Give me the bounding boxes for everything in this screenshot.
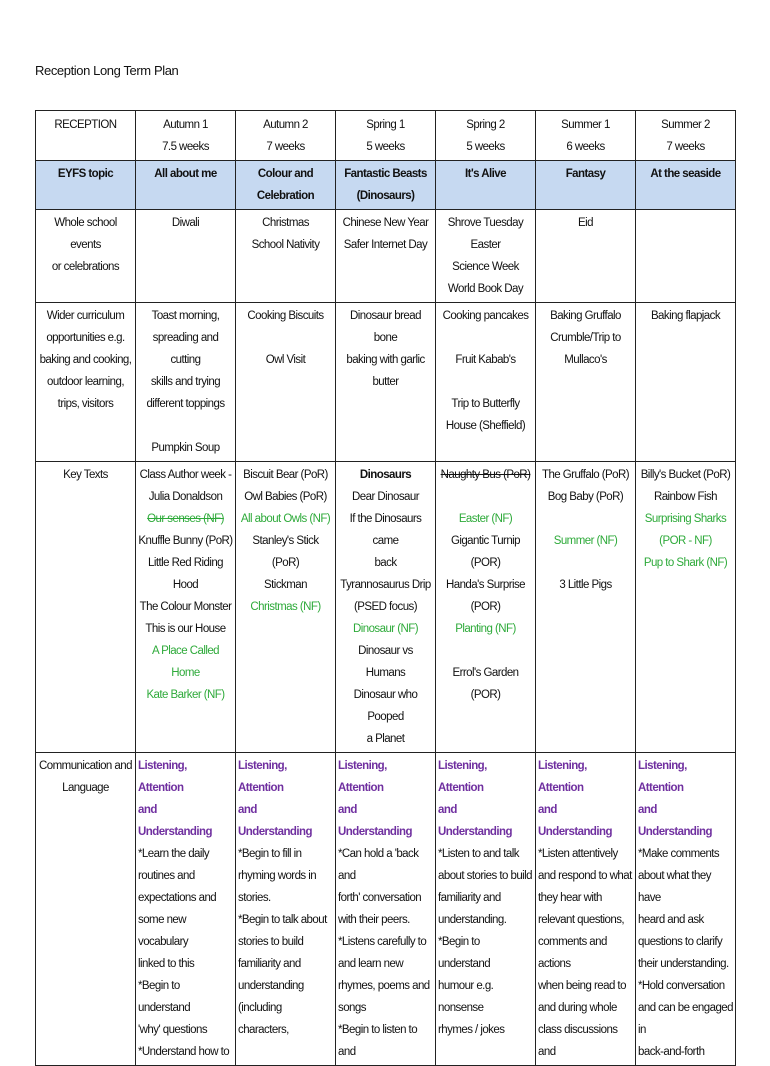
- communication-cell: [436, 753, 536, 1066]
- term-header: Summer 1 6 weeks: [536, 111, 636, 161]
- key-text-line: Julia Donaldson: [148, 491, 223, 503]
- cell-line: Christmas: [262, 217, 309, 229]
- cell-line: Mullaco's: [564, 354, 607, 366]
- curriculum-cell: [636, 303, 736, 462]
- key-text-line: The Colour Monster: [139, 601, 232, 613]
- term-header: Spring 1 5 weeks: [336, 111, 436, 161]
- key-text-line: 3 Little Pigs: [559, 579, 612, 591]
- wider-curriculum-row: [36, 303, 736, 462]
- strand-heading: and Understanding: [238, 804, 312, 838]
- cell-line: expectations and: [138, 892, 217, 904]
- topic-cell: [536, 161, 636, 210]
- key-text-line: Kate Barker (NF): [146, 689, 225, 701]
- key-text-line: (PSED focus): [353, 601, 418, 613]
- cell-line: routines and: [138, 870, 195, 882]
- topic-cell: [136, 161, 236, 210]
- cell-line: skills and trying: [150, 376, 221, 388]
- key-text-line: Rainbow Fish: [653, 491, 718, 503]
- key-text-line: Billy's Bucket (PoR): [640, 469, 731, 481]
- cell-line: Dinosaur bread bone: [350, 310, 421, 344]
- key-text-line: back: [374, 557, 397, 569]
- key-text-line: If the Dinosaurs came: [349, 513, 422, 547]
- cell-line: with their peers.: [338, 914, 410, 926]
- cell-line: [238, 327, 333, 349]
- curriculum-cell: [336, 303, 436, 462]
- cell-line: *Begin to talk about: [238, 914, 327, 926]
- cell-line: different toppings: [146, 398, 225, 410]
- key-text-line: Dinosaur who Pooped: [353, 689, 418, 723]
- key-text-line: Biscuit Bear (PoR): [243, 469, 328, 481]
- cell-line: butter: [372, 376, 399, 388]
- key-text-line: Stickman: [264, 579, 307, 591]
- cell-line: some new vocabulary: [138, 914, 189, 948]
- cell-line: Trip to Butterfly: [451, 398, 520, 410]
- cell-line: All about me: [154, 168, 217, 180]
- key-text-line: Tyrannosaurus Drip: [340, 579, 431, 591]
- key-text-line: Little Red Riding Hood: [147, 557, 224, 591]
- cell-line: understanding: [238, 980, 304, 992]
- key-text-line: a Planet: [366, 733, 405, 745]
- strand-heading: and Understanding: [138, 804, 212, 838]
- term-header: Autumn 2 7 weeks: [236, 111, 336, 161]
- cell-line: (Dinosaurs): [356, 190, 415, 202]
- eyfs-topic-row: [36, 161, 736, 210]
- cell-line: understanding.: [438, 914, 507, 926]
- strand-heading: and Understanding: [538, 804, 612, 838]
- cell-line: familiarity and: [438, 892, 501, 904]
- key-text-line: This is our House: [145, 623, 226, 635]
- curriculum-cell: [436, 303, 536, 462]
- strand-heading: Listening, Attention: [438, 760, 487, 794]
- cell-line: *Can hold a 'back and: [338, 848, 419, 882]
- cell-line: Eid: [578, 217, 593, 229]
- key-text-line: Gigantic Turnip (POR): [450, 535, 521, 569]
- key-text-line: [538, 508, 633, 530]
- cell-line: Safer Internet Day: [343, 239, 428, 251]
- cell-line: House (Sheffield): [445, 420, 526, 432]
- topic-cell: [636, 161, 736, 210]
- cell-line: At the seaside: [650, 168, 721, 180]
- key-texts-cell: [136, 462, 236, 753]
- event-cell: [436, 210, 536, 303]
- cell-line: Fruit Kabab's: [455, 354, 516, 366]
- cell-line: and during whole: [538, 1002, 617, 1014]
- cell-line: or celebrations: [51, 261, 120, 273]
- curriculum-cell: [236, 303, 336, 462]
- cell-line: linked to this: [138, 958, 195, 970]
- key-text-line: Class Author week -: [139, 469, 232, 481]
- key-text-line: Surprising Sharks: [644, 513, 727, 525]
- strand-heading: and Understanding: [638, 804, 712, 838]
- cell-line: comments and actions: [538, 936, 607, 970]
- topic-cell: [436, 161, 536, 210]
- key-text-line: Dinosaur (NF): [352, 623, 419, 635]
- key-text-line: Dear Dinosaur: [352, 491, 419, 503]
- cell-line: *Listens carefully to: [338, 936, 427, 948]
- key-texts-cell: [336, 462, 436, 753]
- cell-line: questions to clarify: [638, 936, 723, 948]
- cell-line: Baking Gruffalo: [550, 310, 621, 322]
- strand-heading: Listening, Attention: [638, 760, 687, 794]
- key-text-line: Handa's Surprise: [445, 579, 526, 591]
- key-text-line: Errol's Garden (POR): [452, 667, 519, 701]
- cell-line: stories.: [238, 892, 271, 904]
- cell-line: [438, 327, 533, 349]
- communication-cell: [636, 753, 736, 1066]
- key-text-line: [438, 486, 533, 508]
- cell-line: familiarity and: [238, 958, 301, 970]
- key-text-line: Bog Baby (PoR): [547, 491, 624, 503]
- key-text-line: (POR): [470, 601, 501, 613]
- cell-line: outdoor learning,: [47, 376, 124, 388]
- curriculum-cell: [536, 303, 636, 462]
- key-text-line: [438, 640, 533, 662]
- strand-heading: Listening, Attention: [238, 760, 287, 794]
- cell-line: forth' conversation: [338, 892, 422, 904]
- cell-line: Chinese New Year: [342, 217, 429, 229]
- cell-line: stories to build: [238, 936, 304, 948]
- cell-line: class discussions and: [538, 1024, 618, 1058]
- cell-line: Science Week: [452, 261, 519, 273]
- cell-line: when being read to: [538, 980, 626, 992]
- cell-line: Celebration: [256, 190, 315, 202]
- communication-cell: [336, 753, 436, 1066]
- cell-line: *Begin to understand: [438, 936, 491, 970]
- cell-line: Cooking Biscuits: [247, 310, 324, 322]
- communication-cell: [236, 753, 336, 1066]
- cell-line: *Begin to understand: [138, 980, 191, 1014]
- cell-line: spreading and cutting: [152, 332, 219, 366]
- cell-line: rhymes, poems and: [338, 980, 430, 992]
- cell-line: Cooking pancakes: [442, 310, 529, 322]
- cell-line: *Make comments: [638, 848, 720, 860]
- term-header-row: [36, 111, 736, 161]
- cell-line: and can be engaged in: [638, 1002, 733, 1036]
- key-text-line: Our senses (NF): [147, 513, 224, 525]
- key-text-line: Stanley's Stick (PoR): [252, 535, 319, 569]
- strand-heading: Listening, Attention: [538, 760, 587, 794]
- communication-cell: [136, 753, 236, 1066]
- key-text-line: A Place Called Home: [151, 645, 220, 679]
- cell-line: *Listen attentively: [538, 848, 618, 860]
- cell-line: baking and cooking,: [39, 354, 132, 366]
- cell-line: *Listen to and talk: [438, 848, 519, 860]
- key-text-line: Easter (NF): [458, 513, 513, 525]
- cell-line: *Learn the daily: [138, 848, 210, 860]
- key-text-line: Naughty Bus (PoR): [440, 469, 531, 481]
- key-text-line: Summer (NF): [553, 535, 618, 547]
- cell-line: songs: [338, 1002, 366, 1014]
- cell-line: Shrove Tuesday: [447, 217, 524, 229]
- topic-cell: [336, 161, 436, 210]
- cell-line: baking with garlic: [346, 354, 425, 366]
- key-text-line: [538, 552, 633, 574]
- cell-line: (including characters,: [238, 1002, 289, 1036]
- cell-line: back-and-forth: [638, 1046, 705, 1058]
- cell-line: and respond to what: [538, 870, 632, 882]
- key-texts-cell: [536, 462, 636, 753]
- curriculum-cell: [136, 303, 236, 462]
- event-cell: [136, 210, 236, 303]
- event-cell: [636, 210, 736, 303]
- cell-line: School Nativity: [251, 239, 320, 251]
- key-text-line: Christmas (NF): [250, 601, 321, 613]
- cell-line: Toast morning,: [151, 310, 220, 322]
- strand-heading: Listening, Attention: [338, 760, 387, 794]
- cell-line: Pumpkin Soup: [151, 442, 220, 454]
- row-label: [36, 303, 136, 462]
- reception-header: RECEPTION: [36, 111, 136, 161]
- key-text-line: Planting (NF): [455, 623, 516, 635]
- cell-line: Language: [62, 782, 109, 794]
- cell-line: Easter: [470, 239, 501, 251]
- cell-line: Colour and: [257, 168, 314, 180]
- cell-line: Diwali: [171, 217, 200, 229]
- school-events-row: [36, 210, 736, 303]
- event-cell: [236, 210, 336, 303]
- cell-line: they hear with: [538, 892, 602, 904]
- key-texts-row: [36, 462, 736, 753]
- cell-line: rhymes / jokes: [438, 1024, 505, 1036]
- key-text-line: Dinosaurs: [359, 469, 412, 481]
- row-label: [36, 210, 136, 303]
- row-label: [36, 753, 136, 1066]
- cell-line: rhyming words in: [238, 870, 317, 882]
- term-header: Autumn 1 7.5 weeks: [136, 111, 236, 161]
- cell-line: *Begin to listen to and: [338, 1024, 418, 1058]
- cell-line: Whole school events: [54, 217, 117, 251]
- cell-line: 'why' questions: [138, 1024, 208, 1036]
- strand-heading: and Understanding: [438, 804, 512, 838]
- strand-heading: Listening, Attention: [138, 760, 187, 794]
- cell-line: Fantastic Beasts: [344, 168, 427, 180]
- cell-line: Fantasy: [565, 168, 606, 180]
- key-text-line: (POR - NF): [659, 535, 712, 547]
- key-text-line: The Gruffalo (PoR): [541, 469, 630, 481]
- communication-row: [36, 753, 736, 1066]
- document-title: Reception Long Term Plan: [35, 63, 179, 78]
- key-texts-cell: [436, 462, 536, 753]
- key-text-line: Owl Babies (PoR): [244, 491, 327, 503]
- key-texts-cell: [236, 462, 336, 753]
- key-texts-cell: [636, 462, 736, 753]
- cell-line: and learn new: [338, 958, 404, 970]
- cell-line: *Begin to fill in: [238, 848, 302, 860]
- cell-line: Wider curriculum: [46, 310, 125, 322]
- cell-line: heard and ask: [638, 914, 704, 926]
- event-cell: [336, 210, 436, 303]
- cell-line: *Understand how to: [138, 1046, 230, 1058]
- cell-line: *Hold conversation: [638, 980, 725, 992]
- long-term-plan-table: [35, 110, 736, 1066]
- cell-line: their understanding.: [638, 958, 729, 970]
- cell-line: Communication and: [39, 760, 132, 772]
- cell-line: Owl Visit: [265, 354, 306, 366]
- cell-line: World Book Day: [447, 283, 524, 295]
- key-text-line: Dinosaur vs Humans: [358, 645, 413, 679]
- cell-line: about what they have: [638, 870, 711, 904]
- cell-line: opportunities e.g.: [46, 332, 125, 344]
- key-text-line: All about Owls (NF): [240, 513, 331, 525]
- cell-line: trips, visitors: [57, 398, 114, 410]
- cell-line: Baking flapjack: [650, 310, 721, 322]
- topic-cell: [236, 161, 336, 210]
- cell-line: humour e.g. nonsense: [438, 980, 494, 1014]
- communication-cell: [536, 753, 636, 1066]
- strand-heading: and Understanding: [338, 804, 412, 838]
- cell-line: relevant questions,: [538, 914, 625, 926]
- cell-line: [138, 415, 233, 437]
- cell-line: about stories to build: [438, 870, 533, 882]
- key-text-line: Knuffle Bunny (PoR): [138, 535, 233, 547]
- cell-line: It's Alive: [465, 168, 506, 180]
- event-cell: [536, 210, 636, 303]
- term-header: Spring 2 5 weeks: [436, 111, 536, 161]
- row-label: EYFS topic: [36, 161, 136, 210]
- term-header: Summer 2 7 weeks: [636, 111, 736, 161]
- row-label: Key Texts: [36, 462, 136, 753]
- key-text-line: Pup to Shark (NF): [643, 557, 728, 569]
- cell-line: [438, 371, 533, 393]
- cell-line: Crumble/Trip to: [550, 332, 621, 344]
